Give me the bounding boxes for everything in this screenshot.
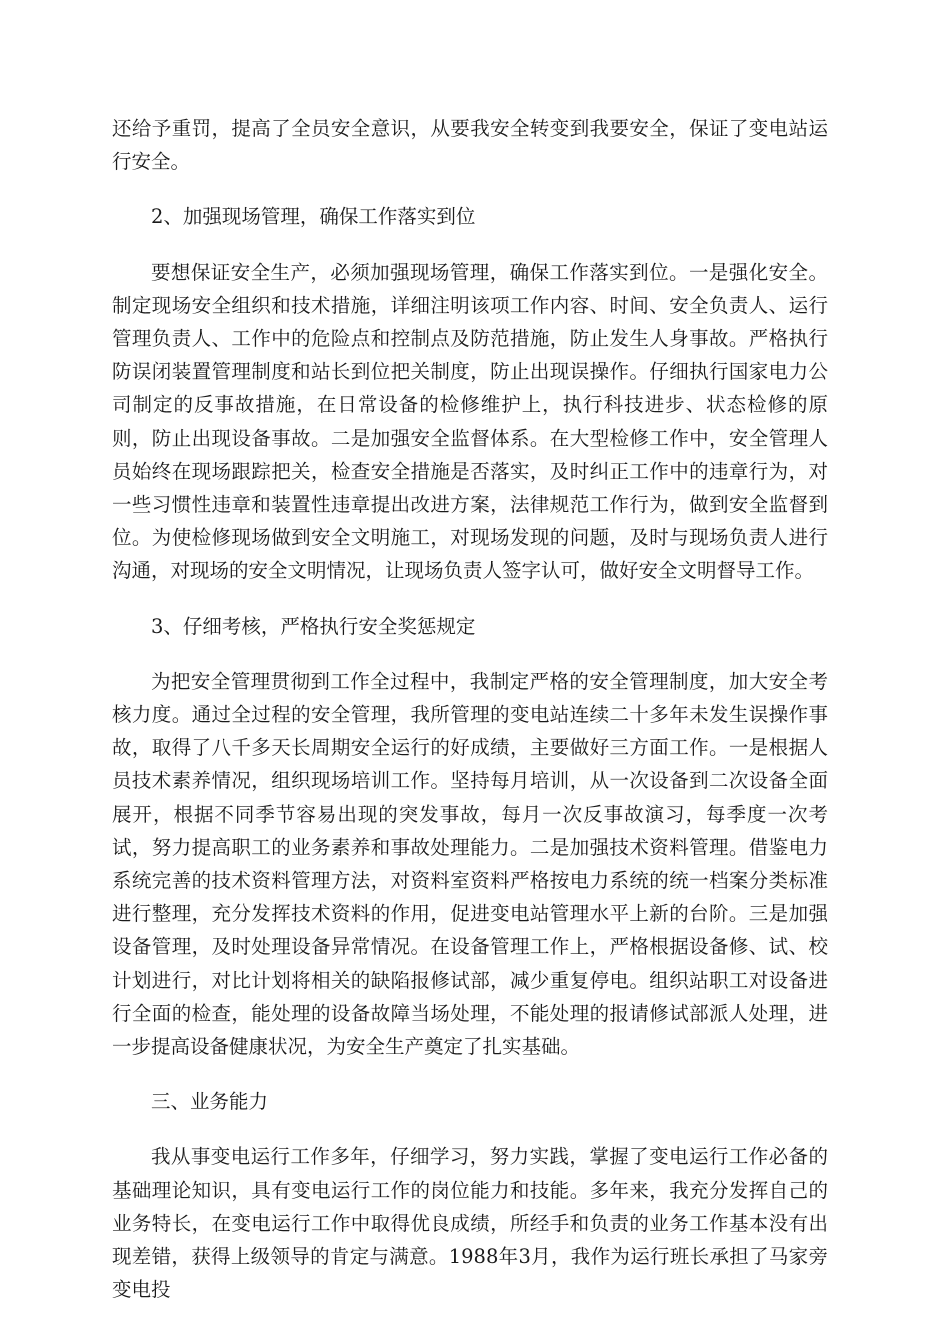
paragraph-safety-assessment: 为把安全管理贯彻到工作全过程中，我制定严格的安全管理制度，加大安全考核力度。通过全过程的安全管理，我所管理的变电站连续二十多年未发生误操作事故，取得了八千多天长周期安全运行的好成绩，主要做好三方面工作。一是根据人员技术素养情况，组织现场培训工作。坚持每月培训，从一次设备到二次设备全面展开，根据不同季节容易出现的突发事故，每月一次反事故演习，每季度一次考试，努力提高职工的业务素养和事故处理能力。二是加强技术资料管理。借鉴电力系统完善的技术资料管理方法，对资料室资料严格按电力系统的统一档案分类标准进行整理，充分发挥技术资料的作用，促进变电站管理水平上新的台阶。三是加强设备管理，及时处理设备异常情况。在设备管理工作上，严格根据设备修、试、校计划进行，对比计划将相关的缺陷报修试部，减少重复停电。组织站职工对设备进行全面的检查，能处理的设备故障当场处理，不能处理的报请修试部派人处理，进一步提高设备健康状况，为安全生产奠定了扎实基础。	[112, 669, 828, 1059]
paragraph-gap	[112, 234, 828, 256]
section-heading-3: 3、仔细考核，严格执行安全奖惩规定	[151, 614, 476, 638]
paragraph-gap	[112, 1063, 828, 1085]
paragraph-gap	[112, 1118, 828, 1140]
paragraph-site-management: 要想保证安全生产，必须加强现场管理，确保工作落实到位。一是强化安全。制定现场安全组织和技术措施，详细注明该项工作内容、时间、安全负责人、运行管理负责人、工作中的危险点和控制点及防范措施，防止发生人身事故。严格执行防误闭装置管理制度和站长到位把关制度，防止出现误操作。仔细执行国家电力公司制定的反事故措施，在日常设备的检修维护上，执行科技进步、状态检修的原则，防止出现设备事故。二是加强安全监督体系。在大型检修工作中，安全管理人员始终在现场跟踪把关，检查安全措施是否落实，及时纠正工作中的违章行为，对一些习惯性违章和装置性违章提出改进方案，法律规范工作行为，做到安全监督到位。为使检修现场做到安全文明施工，对现场发现的问题，及时与现场负责人进行沟通，对现场的安全文明情况，让现场负责人签字认可，做好安全文明督导工作。	[112, 260, 828, 583]
section-heading-2: 2、加强现场管理，确保工作落实到位	[151, 205, 476, 229]
chapter-heading-business-ability: 三、业务能力	[151, 1090, 269, 1114]
paragraph-gap	[112, 643, 828, 665]
paragraph-business-ability: 我从事变电运行工作多年，仔细学习，努力实践，掌握了变电运行工作必备的基础理论知识，具有变电运行工作的岗位能力和技能。多年来，我充分发挥自己的业务特长，在变电运行工作中取得优良成绩，所经手和负责的业务工作基本没有出现差错，获得上级领导的肯定与满意。1988年3月，我作为运行班长承担了马家旁变电投	[112, 1145, 828, 1302]
paragraph-gap	[112, 178, 828, 200]
document-page	[112, 112, 828, 1307]
paragraph-gap	[112, 588, 828, 610]
paragraph-continuation: 还给予重罚，提高了全员安全意识，从要我安全转变到我要安全，保证了变电站运行安全。	[112, 117, 828, 174]
